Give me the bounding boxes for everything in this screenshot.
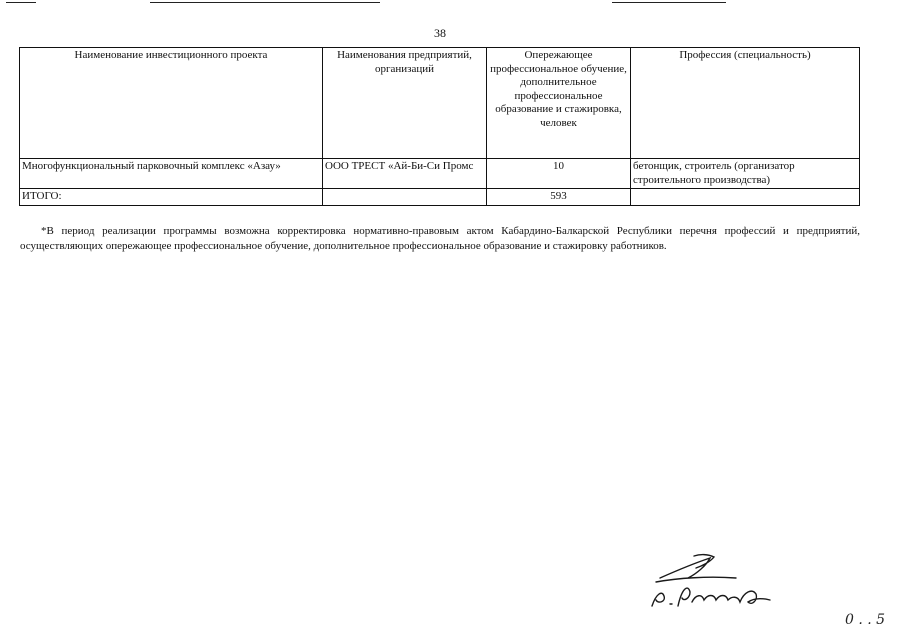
header-training-count: Опережающее профессиональное обучение, дополнительное профессиональное образование и стажировка, человек	[487, 48, 631, 159]
total-empty-cell	[323, 189, 487, 206]
table-total-row	[20, 189, 860, 206]
row-count: 10	[487, 159, 631, 189]
row-project: Многофункциональный парковочный комплекс «Азау»	[20, 159, 323, 189]
corner-mark: 0 . . 5	[845, 612, 886, 628]
page-number: 38	[434, 26, 446, 40]
top-rule-center	[150, 2, 380, 3]
footnote: *В период реализации программы возможна корректировка нормативно-правовым актом Кабардино-Балкарской Республики перечня профессий и предприятий, осуществляющих опережающее профессиональное обучение, дополнительное профессиональное образование и стажировку работников.	[20, 225, 860, 252]
top-rule-left	[6, 2, 36, 3]
total-empty-cell-2	[631, 189, 860, 206]
total-label: ИТОГО:	[20, 189, 323, 206]
row-profession: бетонщик, строитель (организатор строительного производства)	[631, 159, 860, 189]
header-organization: Наименования предприятий, организаций	[323, 48, 487, 159]
staffing-table	[19, 47, 860, 206]
handwritten-signature	[648, 548, 788, 618]
top-rule-right	[612, 2, 726, 3]
header-project: Наименование инвестиционного проекта	[20, 48, 323, 159]
total-value: 593	[487, 189, 631, 206]
row-organization: ООО ТРЕСТ «Ай-Би-Си Промс	[323, 159, 487, 189]
header-profession: Профессия (специальность)	[631, 48, 860, 159]
table-row	[20, 159, 860, 189]
table-header-row	[20, 48, 860, 159]
